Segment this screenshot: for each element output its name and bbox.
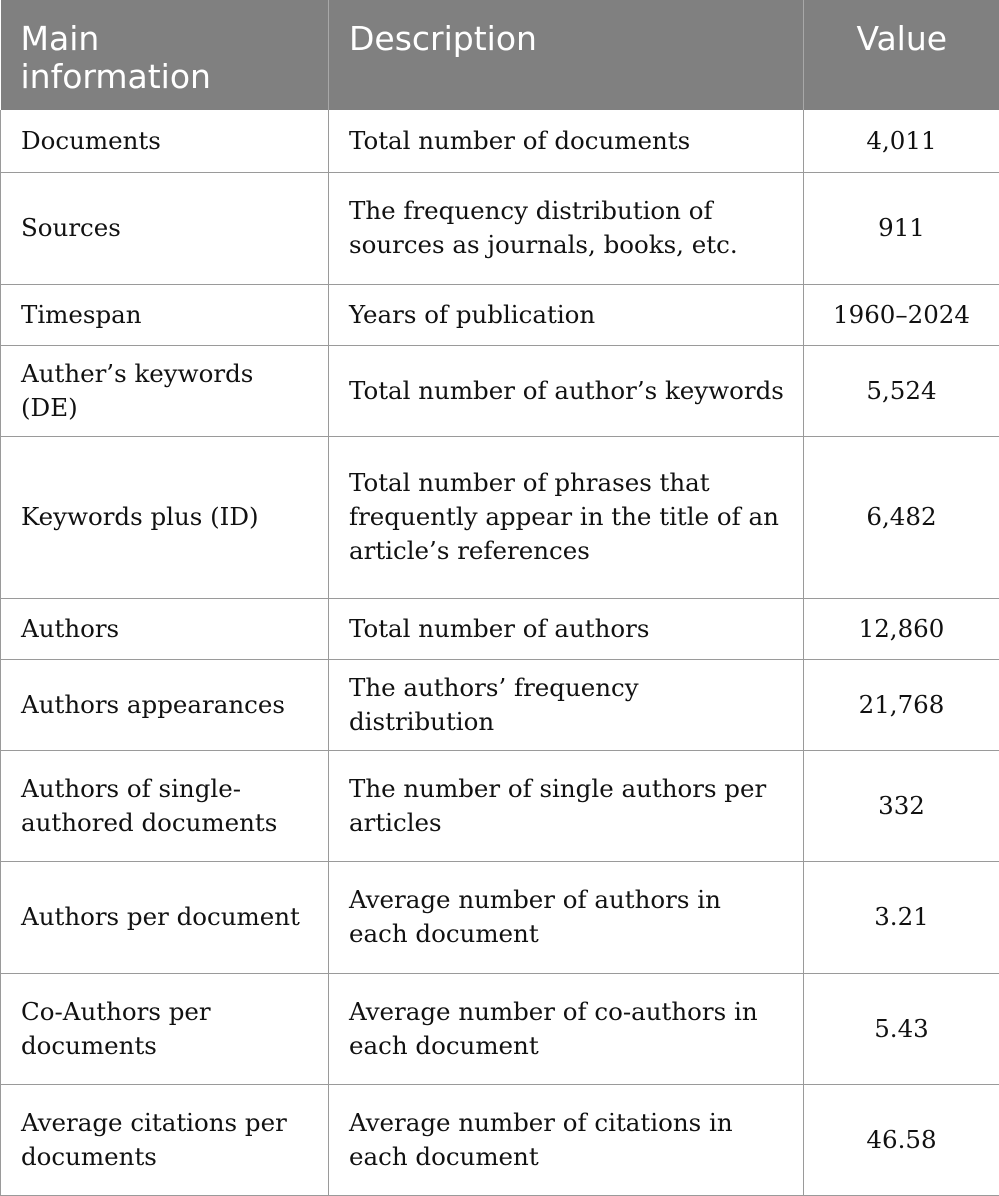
- main-cell: Auther’s keywords (DE): [1, 345, 329, 436]
- header-row: [1, 0, 999, 110]
- main-cell: Co-Authors per documents: [1, 973, 329, 1084]
- description-cell: Total number of author’s keywords: [329, 345, 804, 436]
- description-cell: The authors’ frequency distribution: [329, 659, 804, 750]
- table-row: [1, 1084, 999, 1195]
- value-cell: 46.58: [804, 1084, 999, 1195]
- table-row: [1, 659, 999, 750]
- table-row: [1, 598, 999, 659]
- description-cell: Total number of phrases that frequently appear in the title of an article’s references: [329, 436, 804, 598]
- description-cell: Average number of co-authors in each document: [329, 973, 804, 1084]
- description-cell: Years of publication: [329, 284, 804, 345]
- value-cell: 5.43: [804, 973, 999, 1084]
- header-main-information: [1, 0, 329, 110]
- value-cell: 911: [804, 172, 999, 284]
- value-cell: 5,524: [804, 345, 999, 436]
- value-cell: 4,011: [804, 110, 999, 172]
- description-cell: Average number of authors in each document: [329, 861, 804, 973]
- table-row: [1, 973, 999, 1084]
- main-cell: Authors: [1, 598, 329, 659]
- table-row: [1, 110, 999, 172]
- value-cell: 3.21: [804, 861, 999, 973]
- table-row: [1, 345, 999, 436]
- value-cell: 12,860: [804, 598, 999, 659]
- main-cell: Sources: [1, 172, 329, 284]
- table-row: [1, 172, 999, 284]
- main-cell: Documents: [1, 110, 329, 172]
- header-value: Value: [804, 0, 999, 110]
- value-cell: 332: [804, 750, 999, 861]
- description-cell: The number of single authors per articles: [329, 750, 804, 861]
- main-cell: Authors per document: [1, 861, 329, 973]
- table-row: [1, 436, 999, 598]
- description-cell: Total number of documents: [329, 110, 804, 172]
- main-cell: Average citations per documents: [1, 1084, 329, 1195]
- header-description: Description: [329, 0, 804, 110]
- main-cell: Timespan: [1, 284, 329, 345]
- main-cell: Authors appearances: [1, 659, 329, 750]
- value-cell: 1960–2024: [804, 284, 999, 345]
- header-main-line-2: information: [21, 57, 211, 96]
- description-cell: The frequency distribution of sources as journals, books, etc.: [329, 172, 804, 284]
- table-row: [1, 750, 999, 861]
- value-cell: 21,768: [804, 659, 999, 750]
- main-cell: Authors of single-authored documents: [1, 750, 329, 861]
- description-cell: Average number of citations in each document: [329, 1084, 804, 1195]
- description-cell: Total number of authors: [329, 598, 804, 659]
- table-row: [1, 861, 999, 973]
- value-cell: 6,482: [804, 436, 999, 598]
- header-main-line-1: Main: [21, 19, 100, 58]
- table-header: [1, 0, 999, 110]
- table-body: [1, 110, 999, 1195]
- table-row: [1, 284, 999, 345]
- main-cell: Keywords plus (ID): [1, 436, 329, 598]
